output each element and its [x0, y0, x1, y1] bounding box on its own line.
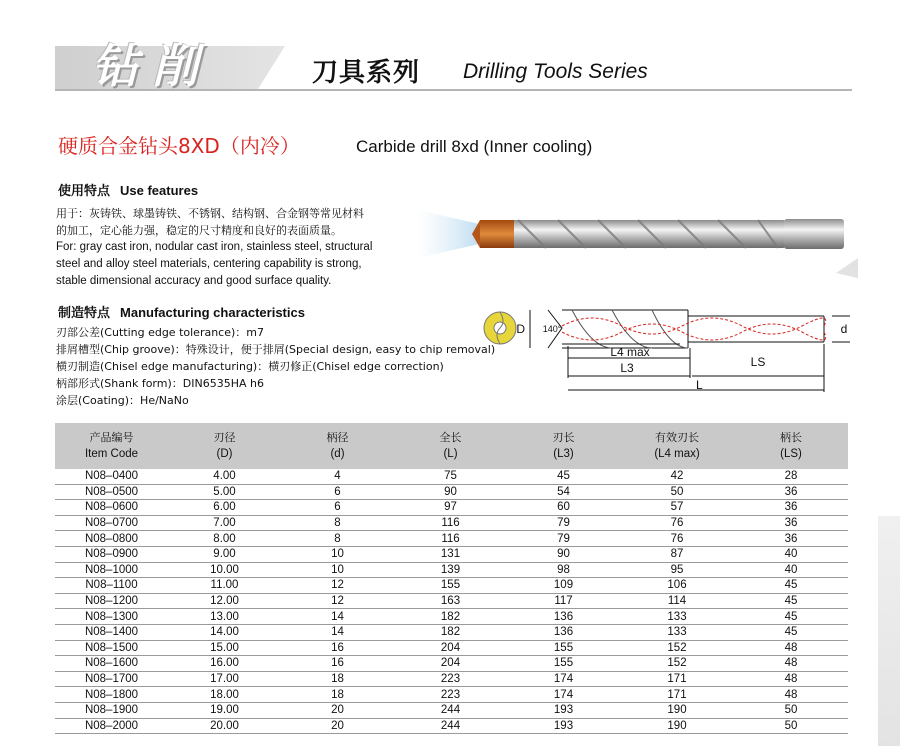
table-cell: 136 — [507, 624, 620, 640]
table-cell: 14.00 — [168, 624, 281, 640]
table-cell: 19.00 — [168, 702, 281, 718]
table-cell: 15.00 — [168, 640, 281, 656]
table-cell: 182 — [394, 609, 507, 625]
table-cell: 12 — [281, 578, 394, 594]
manufacturing-item: 涂层(Coating)：He/NaNo — [56, 394, 189, 407]
table-cell: 97 — [394, 500, 507, 516]
table-cell: 20 — [281, 718, 394, 734]
table-cell: 133 — [620, 609, 734, 625]
table-cell: 10 — [281, 546, 394, 562]
table-cell: N08–1100 — [55, 578, 168, 594]
table-cell: 95 — [620, 562, 734, 578]
table-cell: 60 — [507, 500, 620, 516]
table-cell: N08–0500 — [55, 484, 168, 500]
use-cn-line: 用于：灰铸铁、球墨铸铁、不锈钢、结构钢、合金钢等常见材料 — [56, 207, 364, 220]
table-cell: 10.00 — [168, 562, 281, 578]
use-features-heading-cn: 使用特点 — [58, 184, 111, 199]
table-cell: 4.00 — [168, 469, 281, 484]
table-cell: 131 — [394, 546, 507, 562]
table-cell: 152 — [620, 640, 734, 656]
table-row — [55, 484, 848, 500]
table-cell: 9.00 — [168, 546, 281, 562]
table-cell: N08–1600 — [55, 656, 168, 672]
dim-L3-label: L3 — [620, 361, 634, 375]
manufacturing-heading-cn: 制造特点 — [58, 306, 111, 321]
table-cell: 193 — [507, 718, 620, 734]
table-row — [55, 593, 848, 609]
dim-L4-label: L4 max — [610, 345, 650, 359]
table-cell: 14 — [281, 624, 394, 640]
manufacturing-item: 横刃制造(Chisel edge manufacturing)：横刃修正(Chisel edge correction) — [56, 360, 444, 373]
table-cell: 50 — [734, 718, 848, 734]
table-cell: 48 — [734, 671, 848, 687]
dim-d-label: d — [840, 322, 848, 336]
use-features-heading-en: Use features — [120, 183, 199, 198]
table-row — [55, 702, 848, 718]
table-cell: 223 — [394, 671, 507, 687]
table-row — [55, 640, 848, 656]
manufacturing-item: 柄部形式(Shank form)：DIN6535HA h6 — [56, 377, 264, 390]
table-cell: 16.00 — [168, 656, 281, 672]
table-cell: 36 — [734, 531, 848, 547]
table-cell: 76 — [620, 531, 734, 547]
col-header: 刃径 (D) — [168, 423, 281, 469]
table-cell: N08–0600 — [55, 500, 168, 516]
technical-drawing — [482, 296, 852, 396]
table-cell: 5.00 — [168, 484, 281, 500]
table-cell: 87 — [620, 546, 734, 562]
table-cell: 204 — [394, 640, 507, 656]
table-row — [55, 500, 848, 516]
table-cell: 155 — [507, 640, 620, 656]
table-row — [55, 546, 848, 562]
header-title-cn: 刀具系列 — [312, 58, 421, 88]
dim-D-label: D — [516, 322, 525, 336]
table-cell: 10 — [281, 562, 394, 578]
table-cell: 152 — [620, 656, 734, 672]
table-cell: 8 — [281, 531, 394, 547]
use-features-text — [56, 205, 416, 290]
table-cell: N08–2000 — [55, 718, 168, 734]
table-cell: 50 — [620, 484, 734, 500]
table-cell: 50 — [734, 702, 848, 718]
table-cell: 16 — [281, 656, 394, 672]
table-cell: N08–1200 — [55, 593, 168, 609]
product-title-en: Carbide drill 8xd (Inner cooling) — [356, 137, 593, 156]
table-cell: 155 — [507, 656, 620, 672]
manufacturing-heading-en: Manufacturing characteristics — [120, 305, 305, 320]
table-cell: 48 — [734, 687, 848, 703]
table-cell: 76 — [620, 515, 734, 531]
header-calligraphy: 钻削 — [92, 39, 212, 93]
table-cell: 6 — [281, 484, 394, 500]
use-cn-line: 的加工，定心能力强，稳定的尺寸精度和良好的表面质量。 — [56, 224, 342, 237]
manufacturing-heading — [58, 302, 305, 321]
manufacturing-list — [56, 324, 496, 409]
table-cell: N08–0700 — [55, 515, 168, 531]
table-cell: 7.00 — [168, 515, 281, 531]
table-cell: 114 — [620, 593, 734, 609]
table-cell: 79 — [507, 531, 620, 547]
table-cell: 109 — [507, 578, 620, 594]
table-cell: 57 — [620, 500, 734, 516]
table-cell: N08–0400 — [55, 469, 168, 484]
use-en-line: stable dimensional accuracy and good surface quality. — [56, 275, 332, 287]
col-header: 产品编号 Item Code — [55, 423, 168, 469]
table-cell: N08–1900 — [55, 702, 168, 718]
table-row — [55, 687, 848, 703]
table-cell: N08–1500 — [55, 640, 168, 656]
table-row — [55, 609, 848, 625]
table-cell: 11.00 — [168, 578, 281, 594]
table-cell: 75 — [394, 469, 507, 484]
table-cell: 223 — [394, 687, 507, 703]
table-cell: 12 — [281, 593, 394, 609]
use-en-line: For: gray cast iron, nodular cast iron, stainless steel, structural — [56, 241, 373, 253]
table-cell: 13.00 — [168, 609, 281, 625]
table-cell: N08–1000 — [55, 562, 168, 578]
table-row — [55, 531, 848, 547]
table-cell: 79 — [507, 515, 620, 531]
table-cell: 54 — [507, 484, 620, 500]
table-cell: 36 — [734, 500, 848, 516]
use-en-line: steel and alloy steel materials, centering capability is strong, — [56, 258, 362, 270]
table-cell: 90 — [507, 546, 620, 562]
col-header: 全长 (L) — [394, 423, 507, 469]
table-cell: 48 — [734, 640, 848, 656]
header-title-en: Drilling Tools Series — [463, 60, 648, 83]
use-features-heading — [58, 180, 198, 199]
table-cell: 244 — [394, 702, 507, 718]
table-cell: 190 — [620, 718, 734, 734]
table-cell: 20 — [281, 702, 394, 718]
table-cell: N08–1300 — [55, 609, 168, 625]
table-cell: 45 — [734, 593, 848, 609]
table-row — [55, 624, 848, 640]
table-cell: 14 — [281, 609, 394, 625]
table-cell: 117 — [507, 593, 620, 609]
col-header: 刃长 (L3) — [507, 423, 620, 469]
table-cell: 155 — [394, 578, 507, 594]
table-cell: 182 — [394, 624, 507, 640]
table-body — [55, 469, 848, 734]
table-cell: N08–0800 — [55, 531, 168, 547]
table-cell: 42 — [620, 469, 734, 484]
table-cell: 45 — [507, 469, 620, 484]
table-cell: 8 — [281, 515, 394, 531]
table-cell: 244 — [394, 718, 507, 734]
spec-table — [55, 423, 848, 734]
table-cell: 12.00 — [168, 593, 281, 609]
table-cell: 174 — [507, 687, 620, 703]
table-cell: 136 — [507, 609, 620, 625]
table-row — [55, 671, 848, 687]
side-tab-decoration — [878, 516, 900, 746]
table-row — [55, 562, 848, 578]
table-cell: 8.00 — [168, 531, 281, 547]
col-header: 有效刃长 (L4 max) — [620, 423, 734, 469]
table-cell: N08–1700 — [55, 671, 168, 687]
table-header-row — [55, 423, 848, 469]
table-cell: 18 — [281, 687, 394, 703]
table-cell: 98 — [507, 562, 620, 578]
table-row — [55, 656, 848, 672]
manufacturing-item: 排屑槽型(Chip groove)：特殊设计，便于排屑(Special design, easy to chip removal) — [56, 343, 496, 356]
table-cell: 139 — [394, 562, 507, 578]
table-row — [55, 515, 848, 531]
table-row — [55, 469, 848, 484]
drill-image — [418, 198, 858, 278]
table-cell: 48 — [734, 656, 848, 672]
table-cell: 20.00 — [168, 718, 281, 734]
table-cell: 6 — [281, 500, 394, 516]
table-cell: 45 — [734, 624, 848, 640]
table-cell: N08–0900 — [55, 546, 168, 562]
table-cell: 116 — [394, 515, 507, 531]
manufacturing-item: 刃部公差(Cutting edge tolerance)：m7 — [56, 326, 264, 339]
table-cell: 36 — [734, 515, 848, 531]
dim-LS-label: LS — [750, 355, 766, 369]
table-row — [55, 718, 848, 734]
table-cell: 163 — [394, 593, 507, 609]
table-cell: 106 — [620, 578, 734, 594]
table-cell: 174 — [507, 671, 620, 687]
table-cell: 40 — [734, 546, 848, 562]
table-cell: N08–1800 — [55, 687, 168, 703]
table-cell: 171 — [620, 687, 734, 703]
table-cell: 190 — [620, 702, 734, 718]
col-header: 柄长 (LS) — [734, 423, 848, 469]
table-cell: 6.00 — [168, 500, 281, 516]
table-cell: N08–1400 — [55, 624, 168, 640]
col-header: 柄径 (d) — [281, 423, 394, 469]
table-cell: 17.00 — [168, 671, 281, 687]
table-cell: 193 — [507, 702, 620, 718]
table-cell: 16 — [281, 640, 394, 656]
table-cell: 45 — [734, 578, 848, 594]
table-cell: 116 — [394, 531, 507, 547]
table-cell: 90 — [394, 484, 507, 500]
table-cell: 28 — [734, 469, 848, 484]
dim-L-label: L — [696, 378, 703, 392]
table-cell: 133 — [620, 624, 734, 640]
table-row — [55, 578, 848, 594]
table-cell: 4 — [281, 469, 394, 484]
table-cell: 45 — [734, 609, 848, 625]
table-cell: 36 — [734, 484, 848, 500]
table-cell: 40 — [734, 562, 848, 578]
table-cell: 204 — [394, 656, 507, 672]
dim-angle-label: 140° — [542, 324, 562, 334]
table-cell: 171 — [620, 671, 734, 687]
product-title-cn: 硬质合金钻头8XD（内冷） — [58, 134, 300, 158]
table-cell: 18 — [281, 671, 394, 687]
table-cell: 18.00 — [168, 687, 281, 703]
